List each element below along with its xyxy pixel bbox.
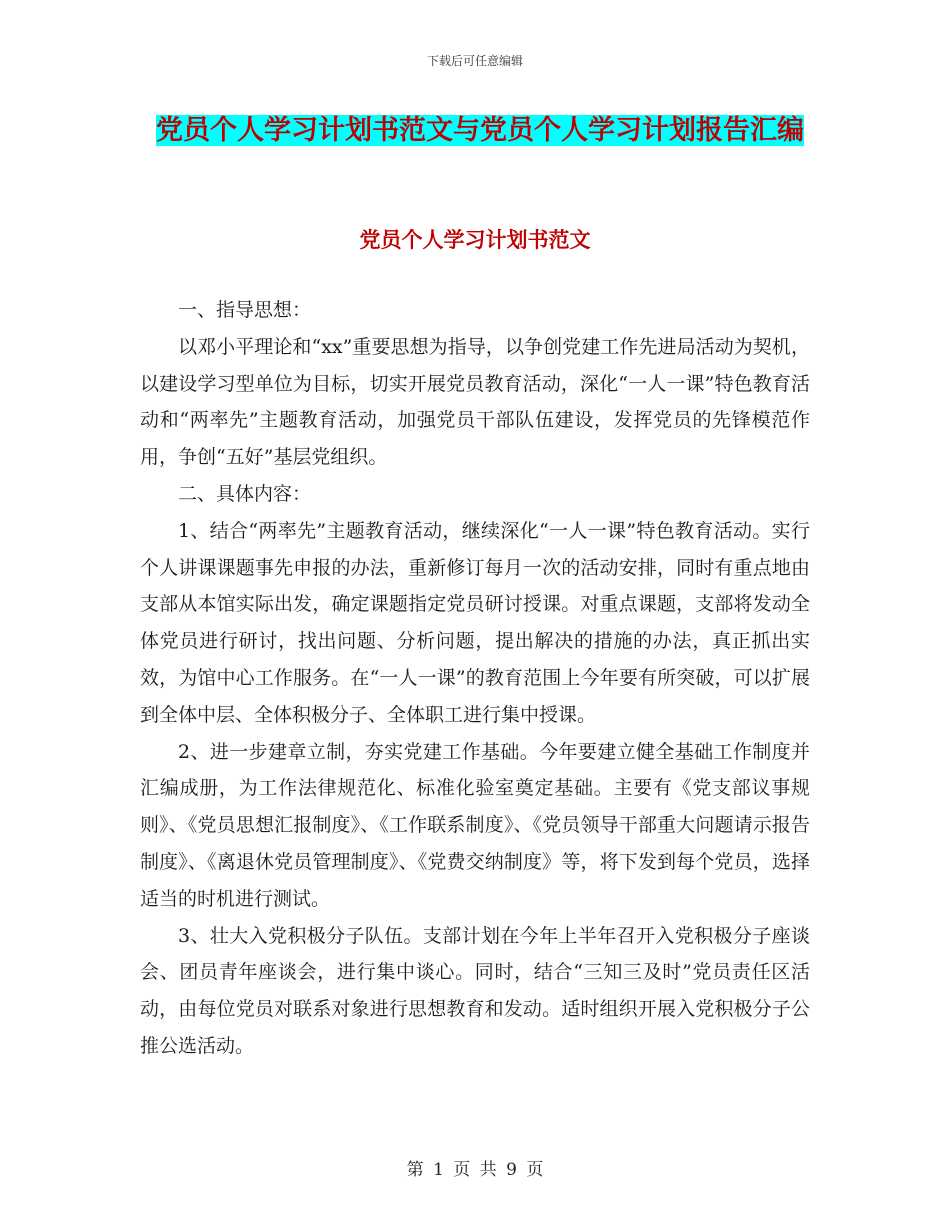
- document-title: [150, 110, 810, 152]
- document-title-text: 党员个人学习计划书范文与党员个人学习计划报告汇编: [156, 115, 804, 146]
- paragraph-item-2: 2、进一步建章立制，夯实党建工作基础。今年要建立健全基础工作制度并汇编成册，为工作法律规范化、标准化验室奠定基础。主要有《党支部议事规则》、《党员思想汇报制度》、《工作联系制度》、《党员领导干部重大问题请示报告制度》、《离退休党员管理制度》、《党费交纳制度》等，将下发到每个党员，选择适当的时机进行测试。: [140, 740, 810, 910]
- section-title: 党员个人学习计划书范文: [359, 228, 591, 252]
- paragraph-item-1: 1、结合“两率先”主题教育活动，继续深化“一人一课”特色教育活动。实行个人讲课课题事先申报的办法，重新修订每月一次的活动安排，同时有重点地由支部从本馆实际出发，确定课题指定党员研讨授课。对重点课题，支部将发动全体党员进行研讨，找出问题、分析问题，提出解决的措施的办法，真正抓出实效，为馆中心工作服务。在“一人一课”的教育范围上今年要有所突破，可以扩展到全体中层、全体积极分子、全体职工进行集中授课。: [140, 519, 810, 726]
- paragraph-heading-specific-content: 二、具体内容：: [178, 482, 312, 505]
- header-note: 下载后可任意编辑: [426, 54, 523, 68]
- paragraph-heading-guiding-ideology: 一、指导思想：: [178, 299, 312, 321]
- page-footer: 第 1 页 共 9 页: [406, 1160, 544, 1180]
- paragraph-item-3: 3、壮大入党积极分子队伍。支部计划在今年上半年召开入党积极分子座谈会、团员青年座谈会，进行集中谈心。同时，结合“三知三及时”党员责任区活动，由每位党员对联系对象进行思想教育和发动。适时组织开展入党积极分子公推公选活动。: [140, 924, 810, 1057]
- paragraph-guiding-ideology: 以邓小平理论和“xx”重要思想为指导，以争创党建工作先进局活动为契机，以建设学习型单位为目标，切实开展党员教育活动，深化“一人一课”特色教育活动和“两率先”主题教育活动，加强党员干部队伍建设，发挥党员的先锋模范作用，争创“五好”基层党组织。: [140, 335, 810, 469]
- document-body: [140, 292, 810, 1065]
